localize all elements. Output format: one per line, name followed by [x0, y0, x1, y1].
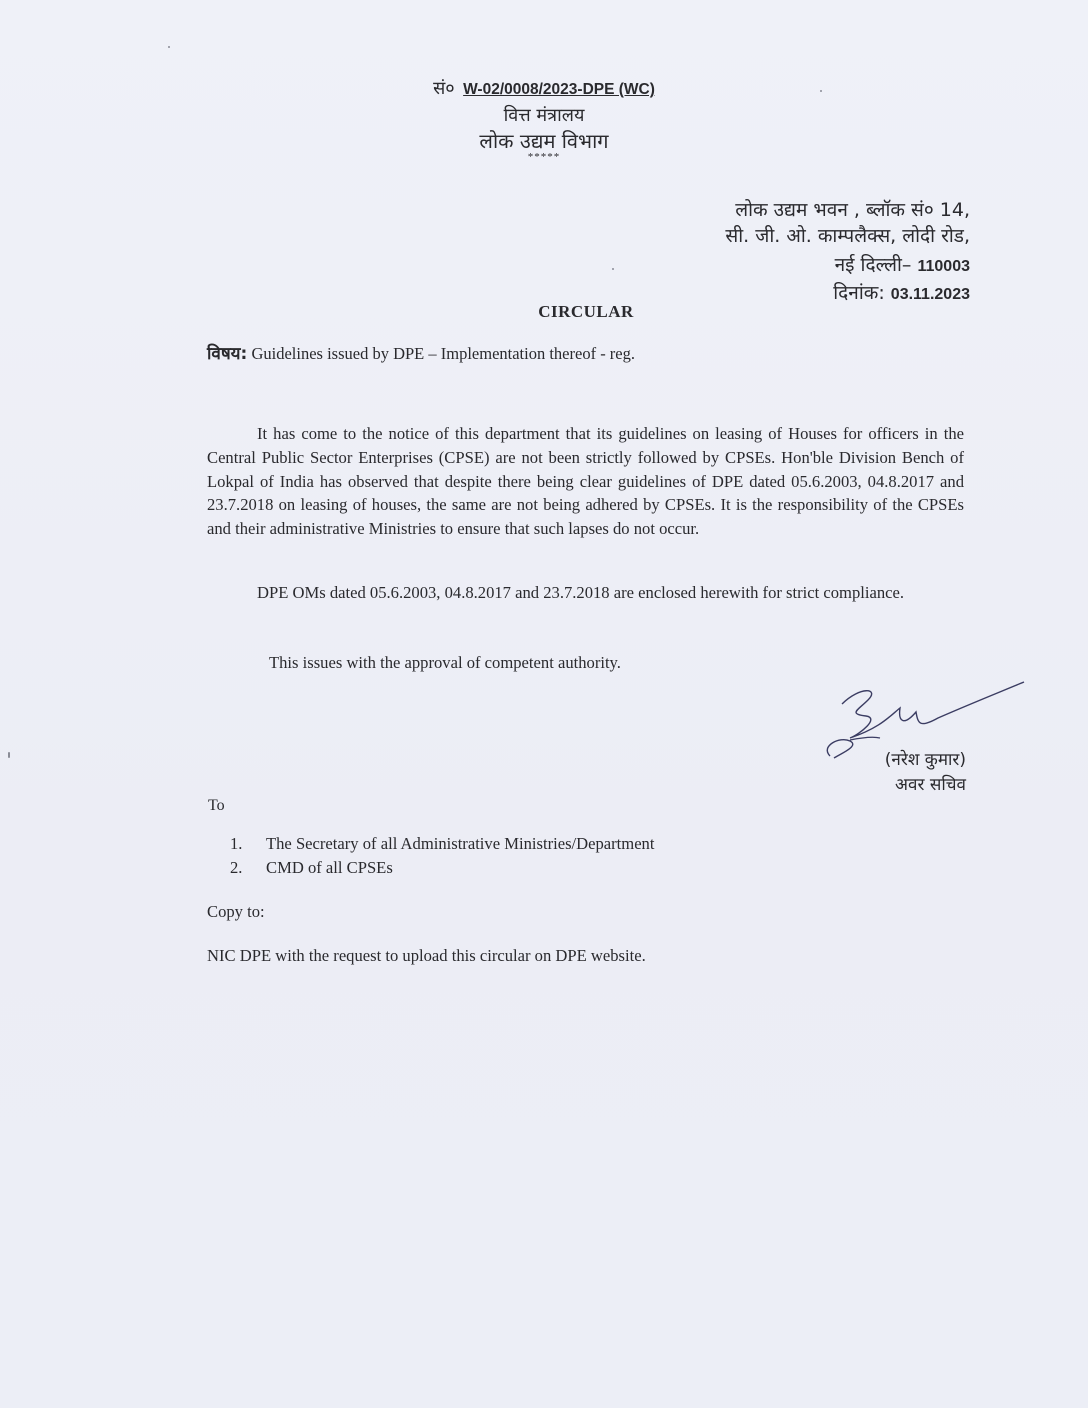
document-title: CIRCULAR — [538, 302, 634, 321]
reference-number-line — [0, 76, 1088, 100]
recipient-text: CMD of all CPSEs — [266, 858, 393, 877]
address-line-3 — [835, 251, 970, 277]
scan-speck — [8, 752, 10, 758]
body-paragraph-3: This issues with the approval of competent authority. — [269, 653, 621, 672]
address-pin: 110003 — [917, 258, 970, 275]
date-label: दिनांक: — [833, 282, 885, 304]
address-line-2: सी. जी. ओ. काम्पलैक्स, लोदी रोड, — [725, 225, 970, 247]
body-paragraph-1: It has come to the notice of this department that its guidelines on leasing of Houses for officers in the Central Public Sector Enterprises (CPSE) are not been strictly followed by CPSEs. Hon'ble Division Bench of Lokpal of India has observed that despite there being clear guidelines of DPE dated 05.6.2003, 04.8.2017 and 23.7.2018 on leasing of houses, the same are not being adhered by CPSEs. It is the responsibility of the CPSEs and their administrative Ministries to ensure that such lapses do not occur. — [207, 424, 964, 539]
scan-speck — [168, 46, 170, 48]
header-separator: ***** — [527, 151, 561, 163]
recipient-number: 1. — [230, 834, 243, 853]
recipient-number: 2. — [230, 858, 243, 877]
address-line-1: लोक उद्यम भवन , ब्लॉक सं० 14, — [735, 199, 970, 221]
department-name: लोक उद्यम विभाग — [479, 129, 609, 153]
recipient-list — [230, 832, 654, 880]
body-paragraph-2: DPE OMs dated 05.6.2003, 04.8.2017 and 23.7.2018 are enclosed herewith for strict compliance. — [257, 583, 905, 602]
ministry-name: वित्त मंत्रालय — [503, 105, 585, 126]
signatory-name: (नरेश कुमार) — [884, 750, 966, 770]
subject-label: विषय: — [207, 344, 248, 364]
subject-line — [207, 341, 635, 364]
copy-to-text: NIC DPE with the request to upload this circular on DPE website. — [207, 946, 646, 965]
ref-prefix: सं० — [433, 78, 455, 99]
scan-speck — [820, 90, 822, 92]
subject-text: Guidelines issued by DPE – Implementation thereof - reg. — [251, 344, 636, 363]
ref-number: W-02/0008/2023-DPE (WC) — [463, 81, 655, 98]
scan-speck — [612, 268, 614, 270]
list-item — [230, 856, 654, 880]
signatory-designation: अवर सचिव — [895, 775, 966, 795]
date-value: 03.11.2023 — [890, 286, 970, 303]
to-label: To — [208, 797, 225, 814]
list-item — [230, 832, 654, 856]
copy-to-label: Copy to: — [207, 902, 265, 921]
address-city: नई दिल्ली– — [834, 254, 912, 276]
recipient-text: The Secretary of all Administrative Ministries/Department — [266, 834, 655, 853]
